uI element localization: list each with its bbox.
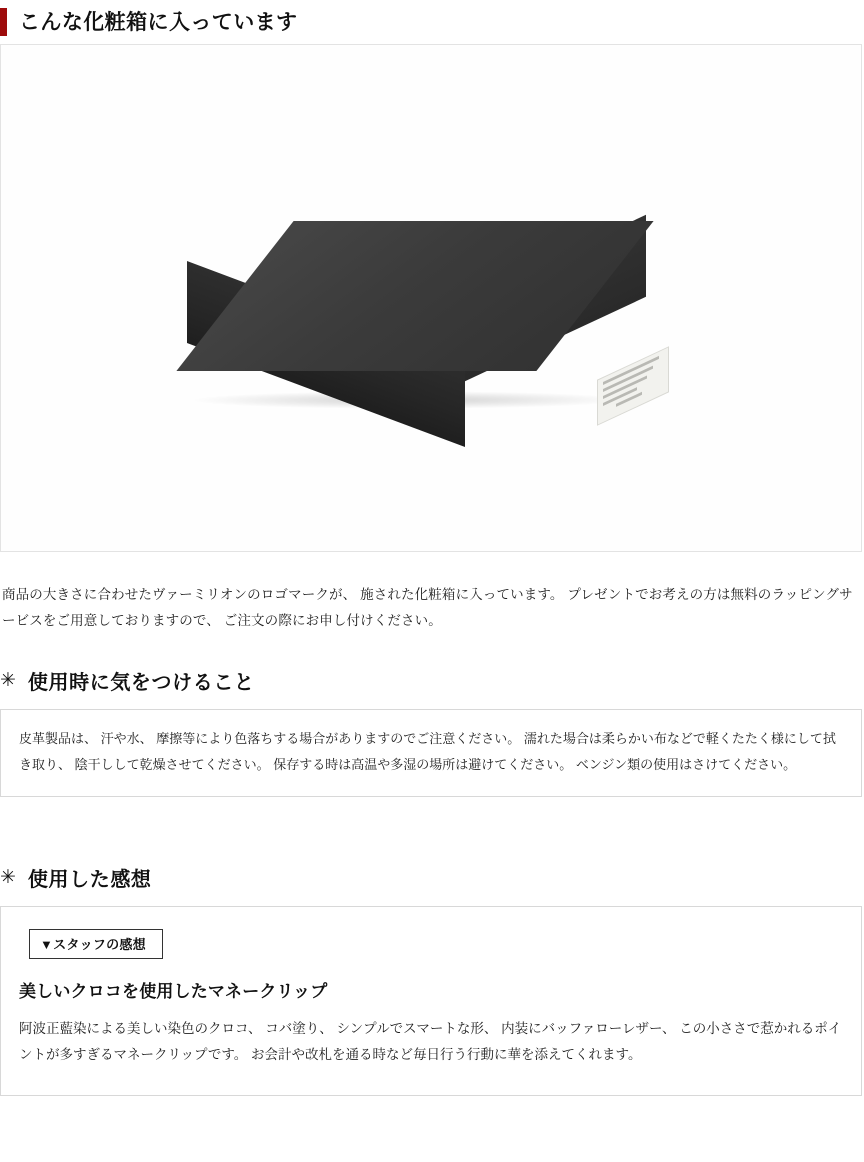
care-section-heading-label: 使用時に気をつけること	[27, 672, 255, 695]
black-gift-box-illustration	[179, 215, 649, 465]
red-accent-bar	[0, 8, 7, 36]
care-section-heading	[0, 666, 864, 695]
box-description-text: 商品の大きさに合わせたヴァーミリオンのロゴマークが、 施された化粧箱に入っています。 プレゼントでお考えの方は無料のラッピングサービスをご用意しておりますので、 ご注文の際にお申し付けください。	[2, 586, 853, 628]
label-line	[603, 356, 659, 385]
staff-review-box	[0, 906, 862, 1096]
staff-review-tag: ▼スタッフの感想	[29, 929, 163, 959]
staff-review-title: 美しいクロコを使用したマネークリップ	[19, 982, 328, 1002]
review-section-heading-label: 使用した感想	[27, 869, 152, 892]
care-note-box	[0, 709, 862, 797]
spacer	[0, 1096, 864, 1120]
box-section-heading-label: こんな化粧箱に入っています	[19, 10, 298, 34]
staff-review-body: 阿波正藍染による美しい染色のクロコ、 コバ塗り、 シンプルでスマートな形、 内装にバッファローレザー、 この小ささで惹かれるポイントが多すぎるマネークリップです。 お会計や改札を通る時など毎日行う行動に華を添えてくれます。	[19, 1021, 842, 1063]
box-section-heading	[0, 0, 864, 44]
asterisk-icon: ✳	[0, 867, 16, 889]
review-section-heading	[0, 863, 864, 892]
box-lid-face	[176, 221, 653, 371]
gift-box-photo	[0, 44, 862, 552]
asterisk-icon: ✳	[0, 670, 16, 692]
product-label-sticker	[597, 346, 669, 426]
care-note-text: 皮革製品は、 汗や水、 摩擦等により色落ちする場合がありますのでご注意ください。 濡れた場合は柔らかい布などで軽くたたく様にして拭き取り、 陰干しして乾燥させてください。 保存する時は高温や多湿の場所は避けてください。 ベンジン類の使用はさけてください。	[19, 731, 836, 773]
spacer	[0, 797, 864, 837]
photo-scene	[1, 45, 861, 551]
